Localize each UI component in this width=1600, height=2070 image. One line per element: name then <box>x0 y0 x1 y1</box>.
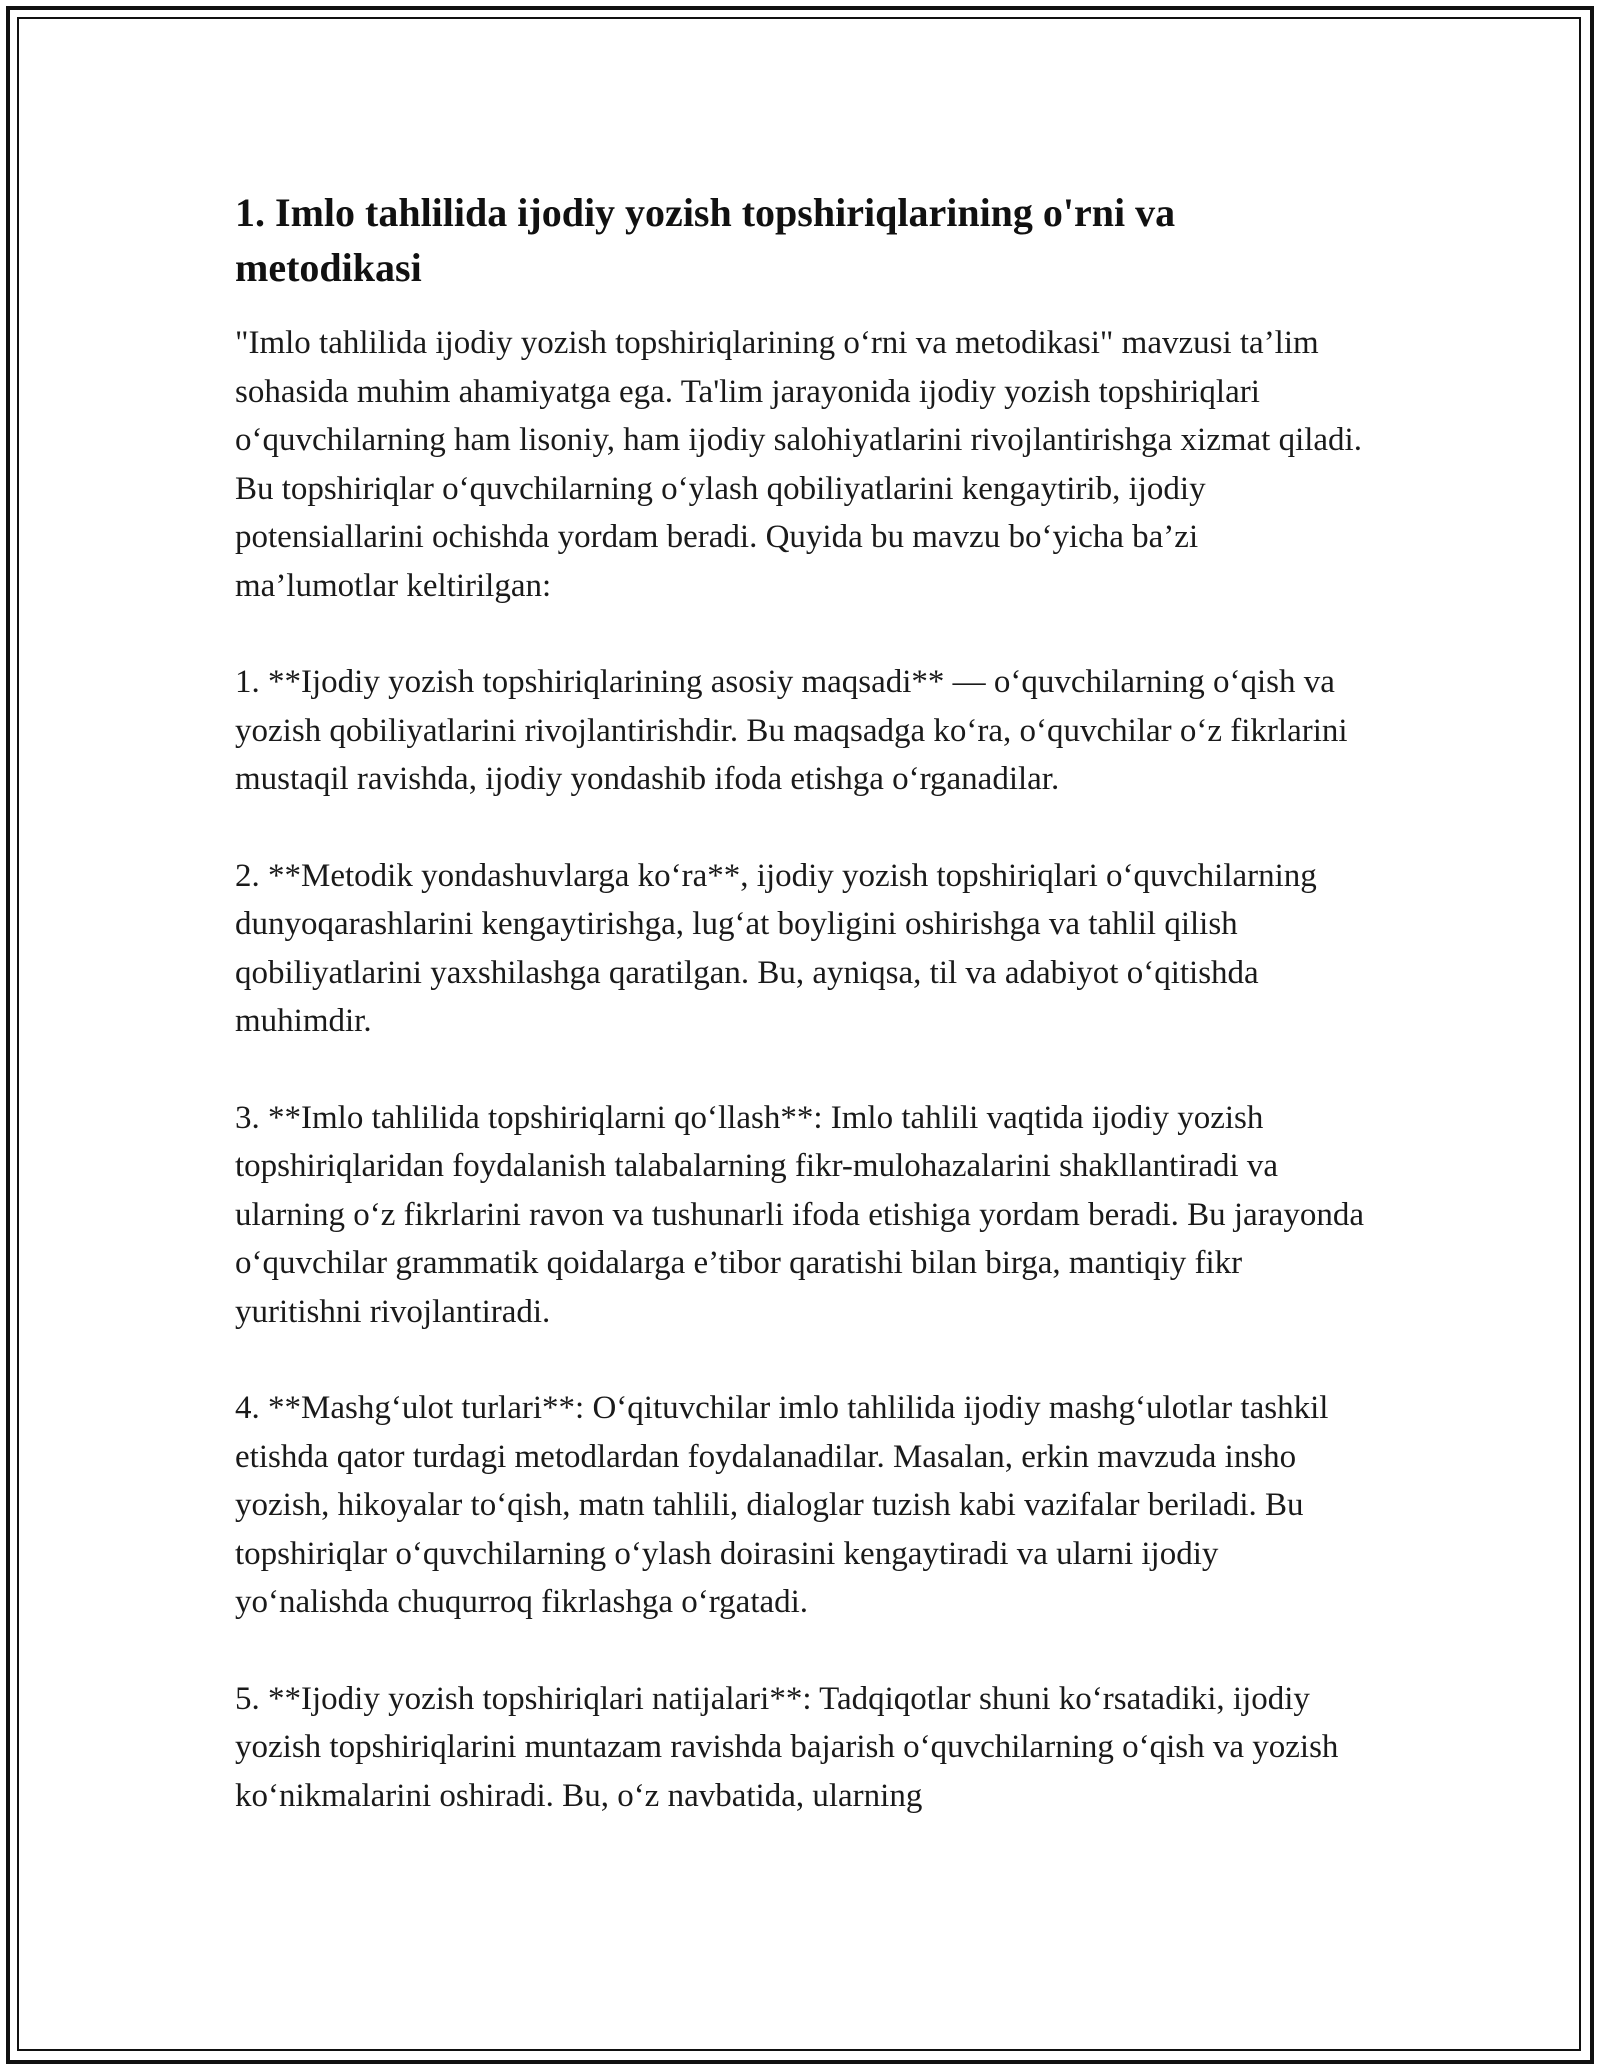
list-item-2: 2. **Metodik yondashuvlarga ko‘ra**, ijodiy yozish topshiriqlari o‘quvchilarning dunyoqarashlarini kengaytirishga, lug‘at boyligini oshirishga va tahlil qilish qobiliyatlarini yaxshilashga qaratilgan. Bu, ayniqsa, til va adabiyot o‘qitishda muhimdir. <box>235 857 1317 1039</box>
document-title: 1. Imlo tahlilida ijodiy yozish topshiriqlarining o'rni va metodikasi <box>235 190 1176 290</box>
list-item-3: 3. **Imlo tahlilida topshiriqlarni qo‘llash**: Imlo tahlili vaqtida ijodiy yozish topshiriqlaridan foydalanish talabalarning fikr-mulohazalarini shakllantiradi va ularning o‘z fikrlarini ravon va tushunarli ifoda etishiga yordam beradi. Bu jarayonda o‘quvchilar grammatik qoidalarga e’tibor qaratishi bilan birga, mantiqiy fikr yuritishni rivojlantiradi. <box>235 1099 1364 1330</box>
document-page <box>235 185 1365 1868</box>
intro-paragraph: "Imlo tahlilida ijodiy yozish topshiriqlarining o‘rni va metodikasi" mavzusi ta’lim sohasida muhim ahamiyatga ega. Ta'lim jarayonida ijodiy yozish topshiriqlari o‘quvchilarning ham lisoniy, ham ijodiy salohiyatlarini rivojlantirishga xizmat qiladi. Bu topshiriqlar o‘quvchilarning o‘ylash qobiliyatlarini kengaytirib, ijodiy potensiallarini ochishda yordam beradi. Quyida bu mavzu bo‘yicha ba’zi ma’lumotlar keltirilgan: <box>235 325 1362 604</box>
list-item-4: 4. **Mashg‘ulot turlari**: O‘qituvchilar imlo tahlilida ijodiy mashg‘ulotlar tashkil etishda qator turdagi metodlardan foydalanadilar. Masalan, erkin mavzuda insho yozish, hikoyalar to‘qish, matn tahlili, dialoglar tuzish kabi vazifalar beriladi. Bu topshiriqlar o‘quvchilarning o‘ylash doirasini kengaytiradi va ularni ijodiy yo‘nalishda chuqurroq fikrlashga o‘rgatadi. <box>235 1390 1329 1620</box>
list-item-5: 5. **Ijodiy yozish topshiriqlari natijalari**: Tadqiqotlar shuni ko‘rsatadiki, ijodiy yozish topshiriqlarini muntazam ravishda bajarish o‘quvchilarning o‘qish va yozish ko‘nikmalarini oshiradi. Bu, o‘z navbatida, ularning <box>235 1680 1339 1814</box>
list-item-1: 1. **Ijodiy yozish topshiriqlarining asosiy maqsadi** — o‘quvchilarning o‘qish va yozish qobiliyatlarini rivojlantirishdir. Bu maqsadga ko‘ra, o‘quvchilar o‘z fikrlarini mustaqil ravishda, ijodiy yondashib ifoda etishga o‘rganadilar. <box>235 664 1348 797</box>
